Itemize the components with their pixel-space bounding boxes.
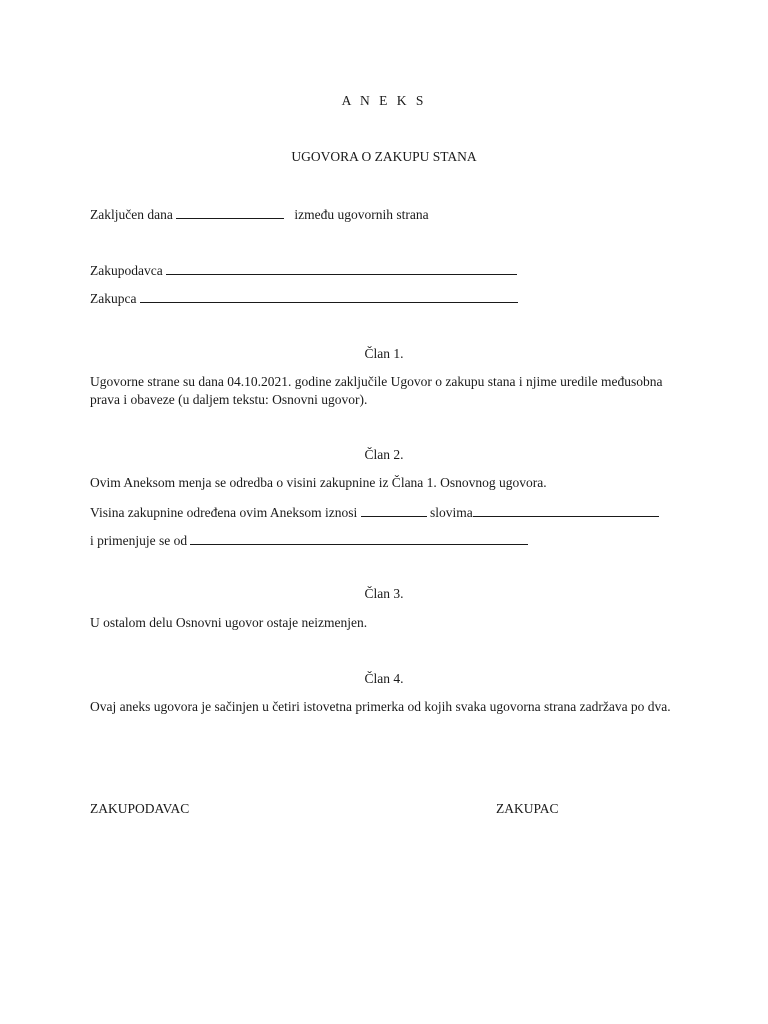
conclusion-suffix: između ugovornih strana: [294, 207, 429, 222]
article-1-heading: Član 1.: [364, 346, 404, 361]
article-4-heading: Član 4.: [364, 671, 404, 686]
article-2-line-1: Ovim Aneksom menja se odredba o visini zakupnine iz Člana 1. Osnovnog ugovora.: [90, 475, 547, 490]
lessee-signature-label: ZAKUPAC: [496, 801, 559, 816]
conclusion-label: Zaključen dana: [90, 207, 173, 222]
article-1-text: Ugovorne strane su dana 04.10.2021. godine zaključile Ugovor o zakupu stana i njime uredile međusobna prava i obaveze (u daljem tekstu: Osnovni ugovor).: [90, 374, 663, 407]
effective-date-blank: [190, 531, 528, 545]
rent-words-label: slovima: [430, 505, 473, 520]
lessee-label: Zakupca: [90, 291, 137, 306]
lessee-blank: [140, 289, 518, 303]
article-3-text: U ostalom delu Osnovni ugovor ostaje neizmenjen.: [90, 615, 368, 630]
article-3-heading: Član 3.: [364, 586, 404, 601]
rent-amount-label: Visina zakupnine određena ovim Aneksom iznosi: [90, 505, 358, 520]
article-2-heading: Član 2.: [364, 447, 404, 462]
effective-date-label: i primenjuje se od: [90, 533, 188, 548]
conclusion-line: [90, 205, 429, 224]
document-subtitle: UGOVORA O ZAKUPU STANA: [291, 149, 477, 164]
document-title: A N E K S: [341, 93, 427, 108]
rent-words-blank: [473, 503, 659, 517]
article-2-line-3: [90, 531, 528, 550]
rent-amount-blank: [361, 503, 427, 517]
lessor-line: [90, 261, 517, 280]
lessor-blank: [166, 261, 517, 275]
date-blank: [176, 205, 284, 219]
lessee-line: [90, 289, 518, 308]
lessor-signature-label: ZAKUPODAVAC: [90, 801, 190, 816]
article-2-line-2: [90, 503, 659, 522]
article-4-text: Ovaj aneks ugovora je sačinjen u četiri istovetna primerka od kojih svaka ugovorna strana zadržava po dva.: [90, 699, 671, 714]
lessor-label: Zakupodavca: [90, 263, 163, 278]
